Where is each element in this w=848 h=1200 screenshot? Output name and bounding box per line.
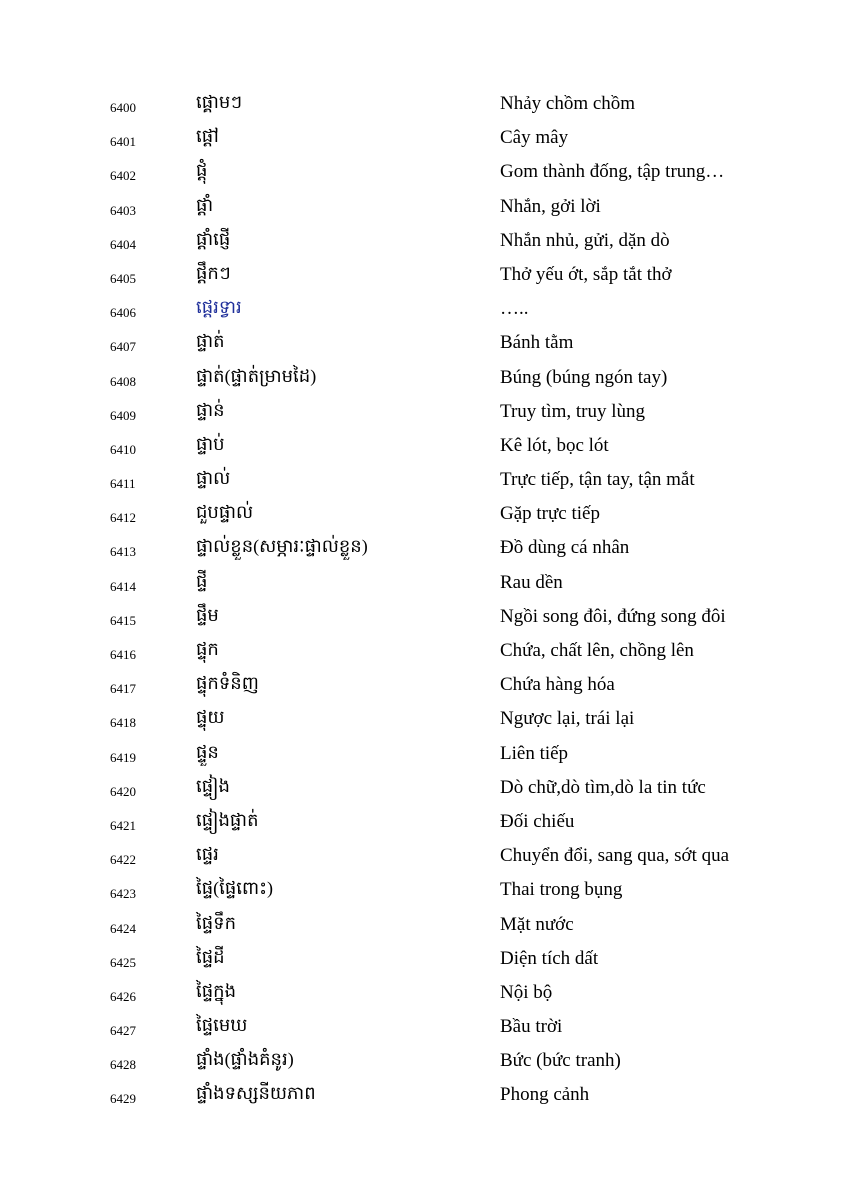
entry-row	[0, 360, 848, 394]
vietnamese-meaning: Ngược lại, trái lại	[500, 708, 635, 730]
entry-number: 6414	[110, 578, 136, 594]
khmer-term: ជួបផ្ទាល់	[196, 502, 254, 523]
entry-number: 6407	[110, 339, 136, 355]
entry-number: 6418	[110, 715, 136, 731]
entry-number: 6411	[110, 476, 136, 492]
entry-number: 6420	[110, 783, 136, 799]
entry-row	[0, 907, 848, 941]
vietnamese-meaning: Mặt nước	[500, 913, 574, 935]
entry-number: 6423	[110, 886, 136, 902]
entry-number: 6408	[110, 373, 136, 389]
khmer-term: ផ្ទុយ	[196, 707, 225, 728]
entry-row	[0, 496, 848, 530]
khmer-term: ផ្ទាន់	[196, 399, 225, 420]
entry-number: 6426	[110, 988, 136, 1004]
vietnamese-meaning: Đối chiếu	[500, 810, 575, 832]
khmer-term: ផ្ទៃទឹក	[196, 912, 236, 933]
entry-row	[0, 1077, 848, 1111]
khmer-term: ផ្ទៀងផ្ទាត់	[196, 809, 259, 830]
entry-number: 6428	[110, 1057, 136, 1073]
entry-number: 6410	[110, 441, 136, 457]
entry-row	[0, 257, 848, 291]
entry-number: 6419	[110, 749, 136, 765]
entry-number: 6415	[110, 612, 136, 628]
entry-number: 6417	[110, 681, 136, 697]
khmer-term: ផ្ទៀង	[196, 775, 230, 796]
entry-number: 6422	[110, 852, 136, 868]
entry-number: 6402	[110, 168, 136, 184]
khmer-term: ផ្ទាំងទស្សនីយភាព	[196, 1083, 316, 1104]
entry-row	[0, 189, 848, 223]
entry-number: 6429	[110, 1091, 136, 1107]
entry-number: 6425	[110, 954, 136, 970]
entry-number: 6416	[110, 647, 136, 662]
vietnamese-meaning: Thở yếu ớt, sắp tắt thở	[500, 263, 672, 285]
vietnamese-meaning: Nhảy chồm chồm	[500, 93, 636, 114]
vietnamese-meaning: Gom thành đống, tập trung…	[500, 161, 725, 183]
entry-row	[0, 325, 848, 359]
entry-row	[0, 838, 848, 872]
entry-row	[0, 530, 848, 564]
khmer-term: ផ្តុំ	[196, 160, 208, 181]
entry-row	[0, 86, 848, 120]
khmer-term: ផ្តាំផ្ញើ	[196, 228, 231, 249]
entry-row	[0, 701, 848, 735]
entry-number: 6421	[110, 817, 136, 833]
entry-row	[0, 667, 848, 701]
vietnamese-meaning: Phong cảnh	[500, 1084, 590, 1106]
khmer-term: ផ្តៅ	[196, 126, 219, 147]
khmer-term: ផ្ទាត់	[196, 331, 225, 352]
entry-number: 6404	[110, 236, 136, 252]
entry-number: 6424	[110, 920, 136, 936]
vietnamese-meaning: Chuyển đổi, sang qua, sớt qua	[500, 845, 730, 867]
entry-number: 6403	[110, 202, 136, 218]
vietnamese-meaning: Cây mây	[500, 127, 569, 149]
entry-row	[0, 770, 848, 804]
entry-row	[0, 565, 848, 599]
entry-row	[0, 599, 848, 633]
khmer-term: ផ្ទាំង(ផ្ទាំងគំនូរ)	[196, 1049, 294, 1070]
vietnamese-meaning: Nhắn nhủ, gửi, dặn dò	[500, 229, 670, 251]
vietnamese-meaning: Dò chữ,dò tìm,dò la tin tức	[500, 776, 706, 798]
khmer-term: ផ្ទៃមេឃ	[196, 1015, 248, 1036]
entry-list	[0, 86, 848, 1112]
entry-number: 6401	[110, 134, 136, 150]
entry-row	[0, 1043, 848, 1077]
vietnamese-meaning: Nhắn, gởi lời	[500, 195, 601, 217]
entry-row	[0, 1009, 848, 1043]
vietnamese-meaning: Bức (bức tranh)	[500, 1050, 621, 1072]
khmer-term: ផ្ទាល់	[196, 468, 231, 489]
entry-number: 6413	[110, 544, 136, 560]
vietnamese-meaning: Bầu trời	[500, 1016, 563, 1038]
entry-number: 6427	[110, 1023, 136, 1039]
entry-row	[0, 223, 848, 257]
khmer-term: ផ្ទី	[196, 570, 208, 591]
entry-row	[0, 872, 848, 906]
vietnamese-meaning: Gặp trực tiếp	[500, 503, 600, 525]
khmer-term: ផ្ទុកទំនិញ	[196, 673, 259, 694]
vietnamese-meaning: Chứa hàng hóa	[500, 674, 615, 696]
khmer-term: ផ្គោមៗ	[196, 92, 243, 112]
entry-number: 6406	[110, 305, 136, 321]
khmer-term: ផ្ទុក	[196, 639, 219, 659]
entry-row	[0, 462, 848, 496]
khmer-term: ផ្ទឹម	[196, 604, 219, 625]
khmer-term: ផ្ទាប់	[196, 433, 225, 454]
khmer-term: ផ្ទៃក្នុង	[196, 980, 236, 1001]
khmer-term: ផ្ទៃ(ផ្ទៃពោះ)	[196, 878, 274, 899]
vietnamese-meaning: Búng (búng ngón tay)	[500, 366, 668, 388]
vietnamese-meaning: Nội bộ	[500, 981, 553, 1003]
vietnamese-meaning: Trực tiếp, tận tay, tận mắt	[500, 469, 695, 491]
entry-row	[0, 428, 848, 462]
entry-row	[0, 975, 848, 1009]
vietnamese-meaning: Liên tiếp	[500, 742, 569, 764]
khmer-term: ផ្ទេរ	[196, 844, 219, 865]
vietnamese-meaning: Chứa, chất lên, chồng lên	[500, 640, 694, 661]
entry-row	[0, 941, 848, 975]
vietnamese-meaning: Đồ dùng cá nhân	[500, 537, 630, 559]
entry-row	[0, 633, 848, 667]
vietnamese-meaning: Kê lót, bọc lót	[500, 434, 609, 456]
vietnamese-meaning: Bánh tằm	[500, 332, 574, 354]
vietnamese-meaning: Ngồi song đôi, đứng song đôi	[500, 605, 726, 627]
entry-number: 6400	[110, 100, 136, 115]
entry-row	[0, 394, 848, 428]
khmer-term-link[interactable]: ផ្តេរទ្វារ	[196, 297, 242, 318]
entry-row	[0, 120, 848, 154]
vietnamese-meaning: Diện tích dất	[500, 947, 599, 969]
khmer-term: ផ្ទាល់ខ្លួន(សម្ភារៈផ្ទាល់ខ្លួន)	[196, 536, 368, 557]
khmer-term: ផ្ទាត់(ផ្ទាត់ម្រាមដៃ)	[196, 365, 317, 386]
khmer-term: ផ្ទៃដី	[196, 946, 225, 967]
khmer-term: ផ្តាំ	[196, 194, 214, 215]
entry-row	[0, 736, 848, 770]
khmer-term: ផ្តឹកៗ	[196, 262, 231, 283]
entry-number: 6405	[110, 270, 136, 286]
vietnamese-meaning: Thai trong bụng	[500, 879, 623, 901]
entry-row	[0, 804, 848, 838]
vietnamese-meaning: Truy tìm, truy lùng	[500, 400, 645, 422]
entry-row	[0, 154, 848, 188]
vietnamese-meaning: …..	[500, 298, 529, 320]
entry-row	[0, 291, 848, 325]
entry-number: 6412	[110, 510, 136, 526]
khmer-term: ផ្ទួន	[196, 741, 219, 762]
entry-number: 6409	[110, 407, 136, 423]
vietnamese-meaning: Rau dền	[500, 571, 563, 593]
